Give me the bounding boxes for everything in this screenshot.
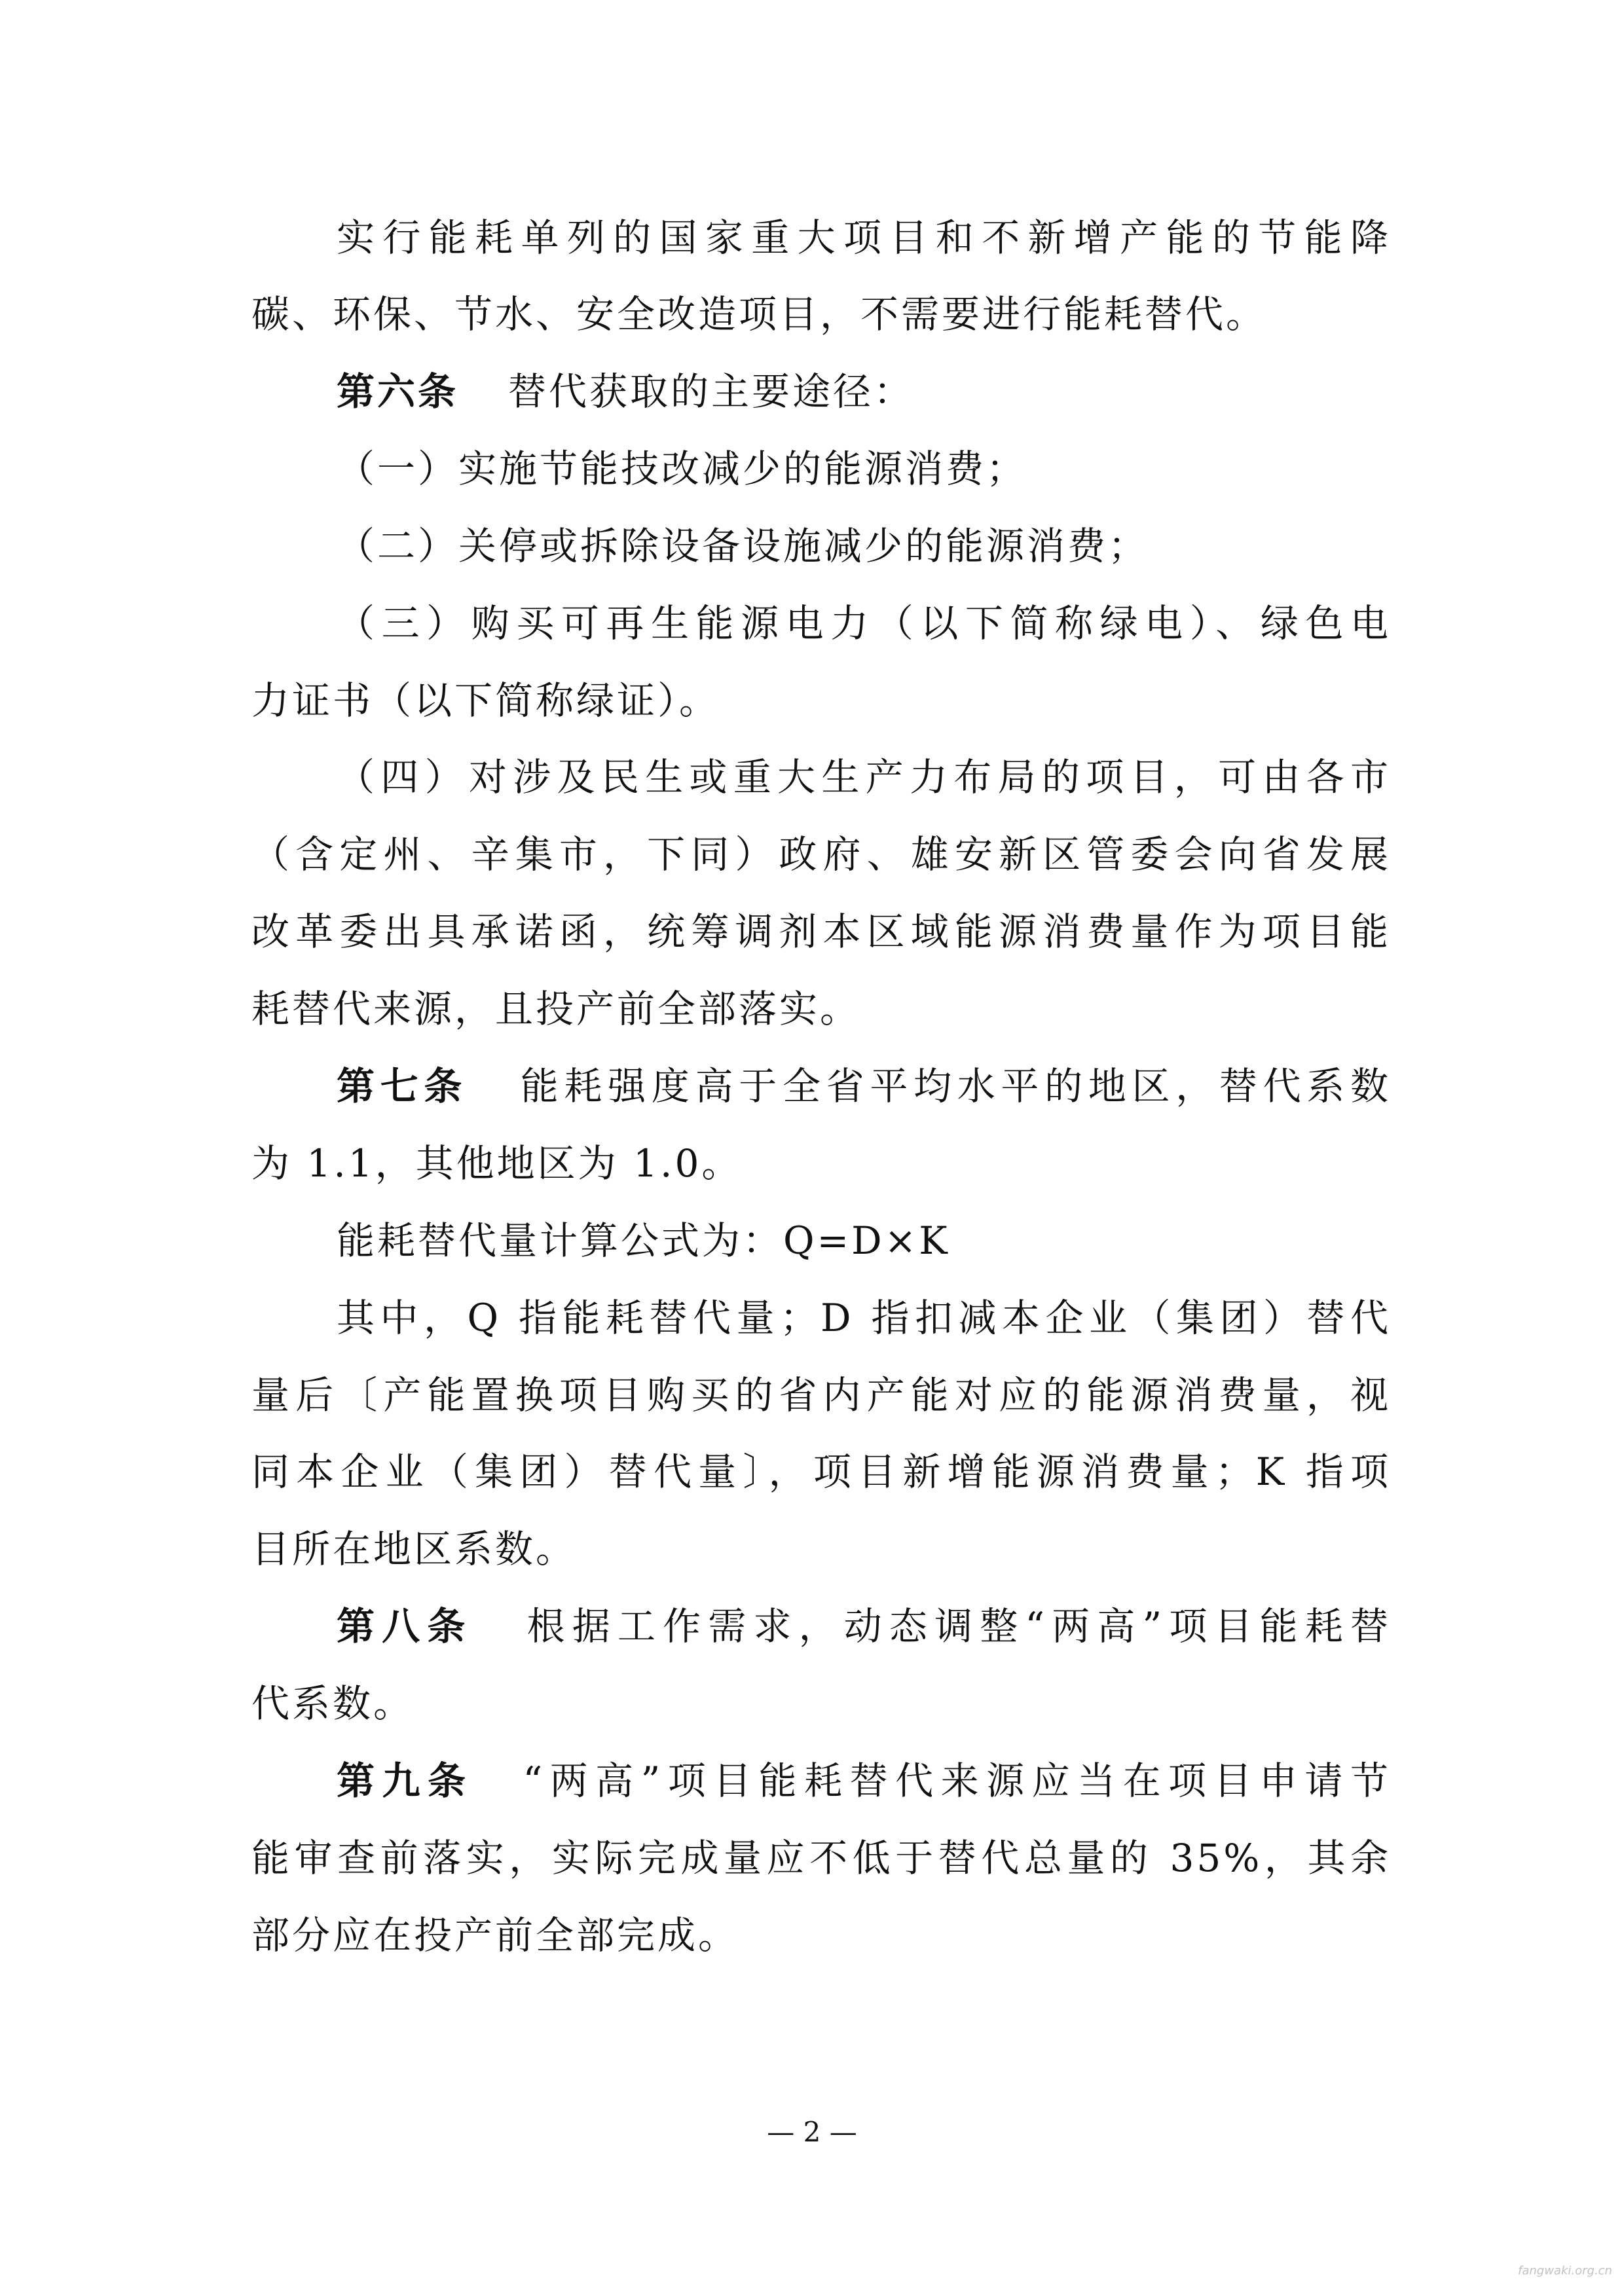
paragraph-line: 耗替代来源，且投产前全部落实。 xyxy=(251,987,861,1031)
paragraph-line: 为 1.1，其他地区为 1.0。 xyxy=(251,1141,743,1186)
paragraph-line: 改革委出具承诺函，统筹调剂本区域能源消费量作为项目能 xyxy=(251,909,1391,954)
article-eight xyxy=(337,1603,1391,1649)
watermark: fangwaki.org.cn xyxy=(1518,2264,1612,2278)
paragraph-line: 目所在地区系数。 xyxy=(251,1527,577,1571)
article-six xyxy=(337,369,1391,414)
article-six-heading: 第六条 xyxy=(337,369,459,414)
paragraph-line: 代系数。 xyxy=(251,1681,415,1726)
list-item: （一）实施节能技改减少的能源消费； xyxy=(337,446,1027,491)
article-nine-heading: 第九条 xyxy=(337,1758,473,1803)
paragraph-line: 碳、环保、节水、安全改造项目，不需要进行能耗替代。 xyxy=(251,292,1267,337)
paragraph-line: 其中，Q 指能耗替代量；D 指扣减本企业（集团）替代 xyxy=(337,1296,1391,1340)
article-eight-text: 根据工作需求，动态调整“两高”项目能耗替 xyxy=(522,1604,1391,1649)
list-item: （四）对涉及民生或重大生产力布局的项目，可由各市 xyxy=(337,755,1391,799)
list-item: （二）关停或拆除设备设施减少的能源消费； xyxy=(337,524,1149,568)
article-six-text: 替代获取的主要途径： xyxy=(508,369,915,414)
paragraph-line: 能审查前落实，实际完成量应不低于替代总量的 35%，其余 xyxy=(251,1836,1391,1880)
paragraph-line: 力证书（以下简称绿证）。 xyxy=(251,678,720,723)
paragraph-line: 实行能耗单列的国家重大项目和不新增产能的节能降 xyxy=(337,215,1391,260)
article-seven-heading: 第七条 xyxy=(337,1064,468,1108)
formula-line: 能耗替代量计算公式为：Q=D×K xyxy=(337,1218,950,1263)
paragraph-line: 部分应在投产前全部完成。 xyxy=(251,1913,739,1958)
paragraph-line: （含定州、辛集市，下同）政府、雄安新区管委会向省发展 xyxy=(251,832,1391,877)
article-seven xyxy=(337,1063,1391,1109)
page-number: — 2 — xyxy=(767,2116,857,2148)
article-nine xyxy=(337,1758,1391,1804)
list-item: （三）购买可再生能源电力（以下简称绿电）、绿色电 xyxy=(337,601,1391,646)
paragraph-line: 同本企业（集团）替代量〕，项目新增能源消费量；K 指项 xyxy=(251,1449,1391,1494)
article-nine-text: “两高”项目能耗替代来源应当在项目申请节 xyxy=(523,1758,1391,1803)
article-seven-text: 能耗强度高于全省平均水平的地区，替代系数 xyxy=(517,1064,1391,1108)
paragraph-line: 量后〔产能置换项目购买的省内产能对应的能源消费量，视 xyxy=(251,1373,1391,1417)
article-eight-heading: 第八条 xyxy=(337,1604,473,1649)
